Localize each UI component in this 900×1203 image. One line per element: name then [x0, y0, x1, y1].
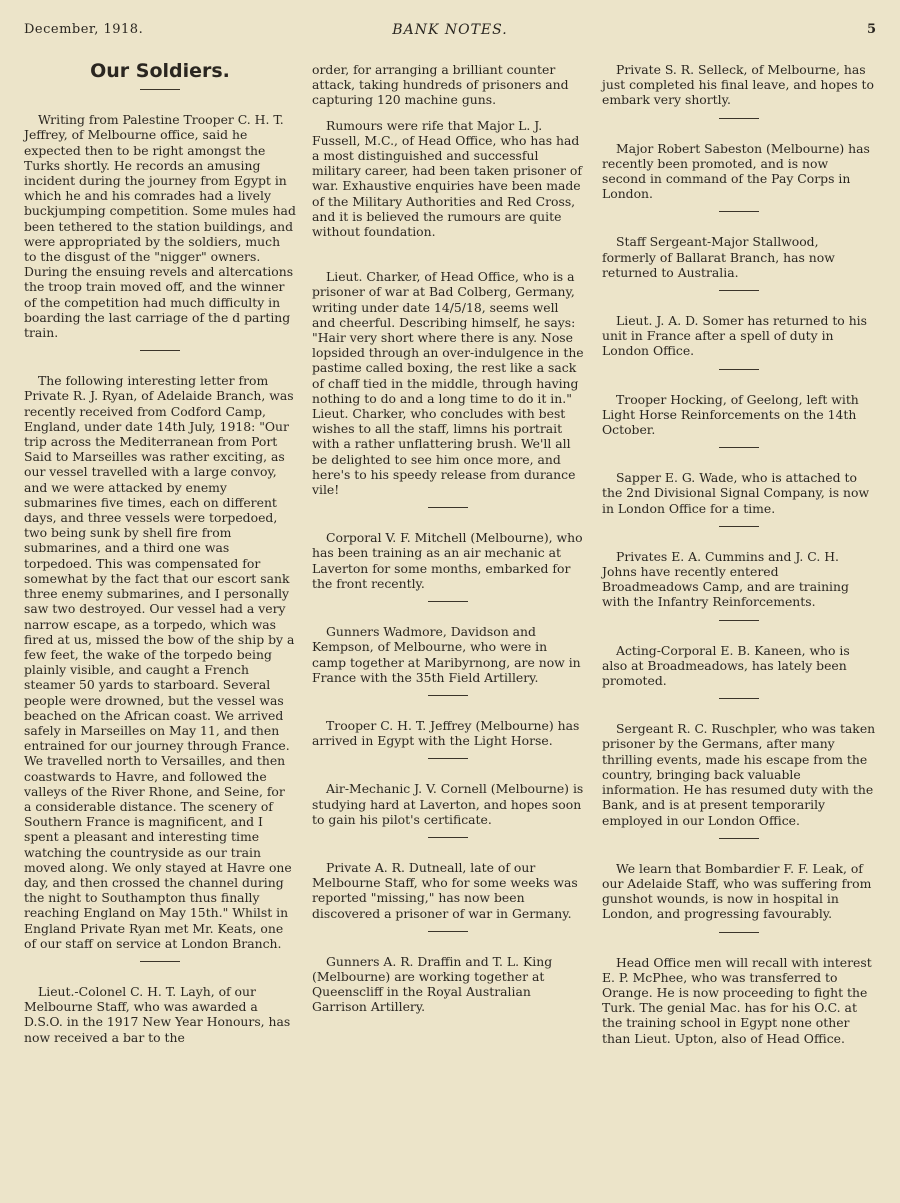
- divider: [719, 620, 759, 621]
- paragraph: Writing from Palestine Trooper C. H. T. Jeffrey, of Melbourne office, said he expected then to be right amongst the Turks shortly. He records an amusing incident during the journey from Egypt in which he and his comrades had a lively buckjumping competition. Some mules had been tethered to the station buildings, and were appropriated by the soldiers, much to the disgust of the "nigger" owners. During the ensuing revels and altercations the troop train moved off, and the winner of the competition had much difficulty in boarding the last carriage of the d parting train.: [24, 112, 296, 341]
- divider: [719, 211, 759, 212]
- paragraph: Private A. R. Dutneall, late of our Melbourne Staff, who for some weeks was reported "missing," has now been discovered a prisoner of war in Germany.: [312, 859, 578, 921]
- paragraph: Lieut. Charker, of Head Office, who is a prisoner of war at Bad Colberg, Germany, writing under date 14/5/18, seems well and cheerful. Describing himself, he says: "Hair very short where there is any. Nose lopsided through an over-indulgence in the pastime called boxing, the rest like a sack of chaff tied in the middle, through having nothing to do and a long time to do it in." Lieut. Charker, who concludes with best wishes to all the staff, limns his portrait with a rather unflattering brush. We'll all be delighted to see him once more, and here's to his speedy release from durance vile!: [312, 269, 584, 498]
- issue-date: December, 1918.: [24, 22, 144, 37]
- divider: [719, 526, 759, 527]
- journal-title: BANK NOTES.: [392, 22, 508, 38]
- paragraph: Acting-Corporal E. B. Kaneen, who is also at Broadmeadows, has lately been promoted.: [602, 642, 850, 689]
- divider: [140, 961, 180, 962]
- divider: [140, 350, 180, 351]
- paragraph: We learn that Bombardier F. F. Leak, of our Adelaide Staff, who was suffering from gunshot wounds, is now in hospital in London, and progressing favourably.: [602, 860, 872, 922]
- paragraph: Gunners Wadmore, Davidson and Kempson, of Melbourne, who were in camp together at Maribyrnong, are now in France with the 35th Field Artillery.: [312, 624, 581, 685]
- paragraph: Corporal V. F. Mitchell (Melbourne), who has been training as an air mechanic at Laverton for some months, embarked for the front recently.: [312, 530, 583, 591]
- paragraph: Gunners A. R. Draffin and T. L. King (Melbourne) are working together at Queenscliff in the Royal Australian Garrison Artillery.: [312, 953, 553, 1015]
- paragraph: Sergeant R. C. Ruschpler, who was taken prisoner by the Germans, after many thrilling events, made his escape from the country, bringing back valuable information. He has resumed duty with the Bank, and is at present temporarily employed in our London Office.: [602, 721, 876, 828]
- divider: [719, 838, 759, 839]
- paragraph: Sapper E. G. Wade, who is attached to the 2nd Divisional Signal Company, is now in London Office for a time.: [602, 470, 870, 516]
- paragraph: Major Robert Sabeston (Melbourne) has recently been promoted, and is now second in command of the Pay Corps in London.: [602, 140, 870, 202]
- divider: [719, 118, 759, 119]
- divider: [719, 290, 759, 291]
- column-2: [312, 62, 584, 1025]
- paragraph: Rumours were rife that Major L. J. Fussell, M.C., of Head Office, who has had a most distinguished and successful military career, had been taken prisoner of war. Exhaustive enquiries have been made of the Military Authorities and Red Cross, and it is believed the rumours are quite without foundation.: [312, 117, 582, 240]
- article-title: Our Soldiers.: [90, 60, 230, 82]
- divider: [428, 695, 468, 696]
- divider: [428, 507, 468, 508]
- paragraph: Lieut. J. A. D. Somer has returned to his unit in France after a spell of duty in London Office.: [602, 313, 867, 359]
- paragraph: Trooper Hocking, of Geelong, left with Light Horse Reinforcements on the 14th October.: [602, 391, 859, 438]
- paragraph: The following interesting letter from Private R. J. Ryan, of Adelaide Branch, was recently received from Codford Camp, England, under date 14th July, 1918: "Our trip across the Mediterranean from Port Said to Marseilles was rather exciting, as our vessel travelled with a large convoy, and we were attacked by enemy submarines five times, each on different days, and three vessels were torpedoed, two being sunk by shell fire from submarines, and a third one was torpedoed. This was compensated for somewhat by the fact that our escort sank three enemy submarines, and I personally saw two destroyed. Our vessel had a very narrow escape, as a torpedo, which was fired at us, missed the bow of the ship by a few feet, the wake of the torpedo being plainly visible, and caught a French steamer 50 yards to starboard. Several people were drowned, but the vessel was beached on the African coast. We arrived safely in Marseilles on May 11, and then entrained for our journey through France. We travelled north to Versailles, and then coastwards to Havre, and followed the valleys of the River Rhone, and Seine, for a considerable distance. The scenery of Southern France is magnificent, and I spent a pleasant and interesting time watching the countryside as our train moved along. We only stayed at Havre one day, and then crossed the channel during the night to Southampton thus finally reaching England on May 15th." Whilst in England Private Ryan met Mr. Keats, one of our staff on service at London Branch.: [24, 373, 295, 951]
- column-1: [24, 62, 296, 1055]
- column-3: [602, 62, 876, 1056]
- paragraph: order, for arranging a brilliant counter attack, taking hundreds of prisoners and capturing 120 machine guns.: [312, 62, 569, 108]
- divider: [719, 447, 759, 448]
- divider: [719, 369, 759, 370]
- page-header: [24, 22, 876, 44]
- divider: [140, 89, 180, 90]
- spacer: [312, 249, 584, 269]
- paragraph: Lieut.-Colonel C. H. T. Layh, of our Melbourne Staff, who was awarded a D.S.O. in the 1917 New Year Honours, has now received a bar to the: [24, 983, 291, 1045]
- page-number: 5: [866, 22, 876, 37]
- divider: [428, 601, 468, 602]
- divider: [428, 758, 468, 759]
- paragraph: Privates E. A. Cummins and J. C. H. Johns have recently entered Broadmeadows Camp, and are training with the Infantry Reinforcements.: [602, 548, 849, 610]
- divider: [428, 931, 468, 932]
- divider: [719, 932, 759, 933]
- paragraph: Head Office men will recall with interest E. P. McPhee, who was transferred to Orange. He is now proceeding to fight the Turk. The genial Mac. has for his O.C. at the training school in Egypt none other than Lieut. Upton, also of Head Office.: [602, 954, 872, 1046]
- paragraph: Trooper C. H. T. Jeffrey (Melbourne) has arrived in Egypt with the Light Horse.: [312, 717, 580, 749]
- divider: [719, 698, 759, 699]
- divider: [428, 837, 468, 838]
- paragraph: Air-Mechanic J. V. Cornell (Melbourne) is studying hard at Laverton, and hopes soon to gain his pilot's certificate.: [312, 781, 584, 827]
- paragraph: Staff Sergeant-Major Stallwood, formerly of Ballarat Branch, has now returned to Australia.: [602, 234, 835, 280]
- paragraph: Private S. R. Selleck, of Melbourne, has just completed his final leave, and hopes to embark very shortly.: [602, 62, 875, 108]
